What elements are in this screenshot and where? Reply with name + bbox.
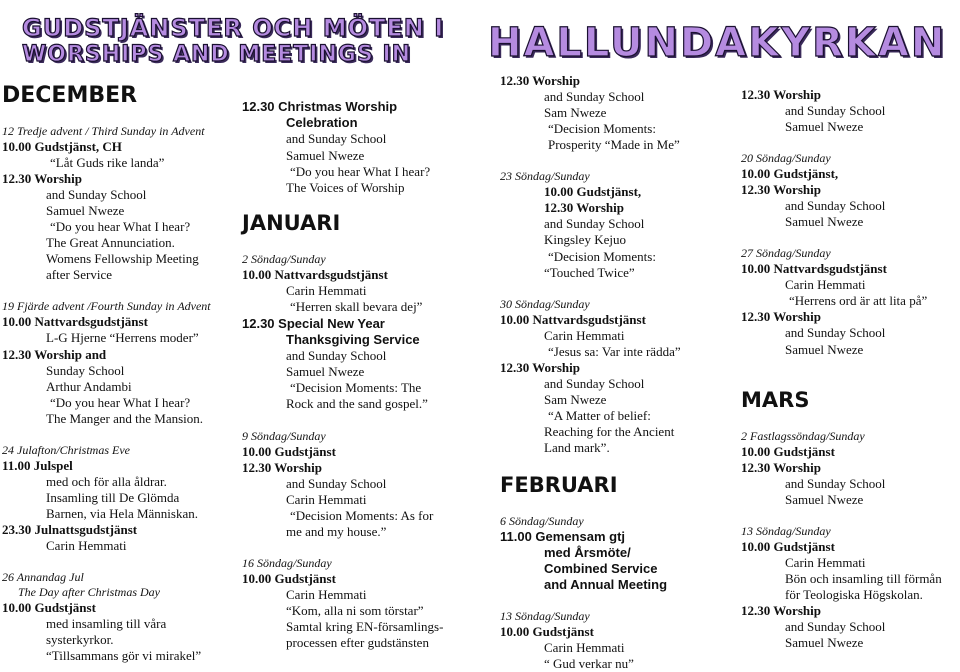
sunday-label: 19 Fjärde advent /Fourth Sunday in Advent bbox=[2, 299, 211, 313]
month-heading: MARS bbox=[741, 388, 810, 412]
schedule-line: me and my house.” bbox=[286, 524, 387, 539]
service-time: 10.00 Gudstjänst bbox=[242, 571, 336, 586]
sunday-label: 16 Söndag/Sunday bbox=[242, 556, 332, 570]
schedule-line: Carin Hemmati bbox=[286, 283, 367, 298]
sunday-label: 9 Söndag/Sunday bbox=[242, 429, 326, 443]
schedule-line: Prosperity “Made in Me” bbox=[548, 137, 680, 152]
schedule-line: för Teologiska Högskolan. bbox=[785, 587, 923, 602]
schedule-line: Samuel Nweze bbox=[785, 635, 864, 650]
schedule-line: Sunday School bbox=[46, 363, 125, 378]
schedule-line: Bön och insamling till förmån bbox=[785, 571, 942, 586]
schedule-line: Womens Fellowship Meeting bbox=[46, 251, 199, 266]
service-time: 12.30 Worship bbox=[741, 87, 821, 102]
schedule-line: med och för alla åldrar. bbox=[46, 474, 167, 489]
schedule-line: Carin Hemmati bbox=[785, 555, 866, 570]
schedule-line: “Decision Moments: As for bbox=[290, 508, 434, 523]
service-time: 12.30 Christmas Worship bbox=[242, 99, 398, 114]
schedule-line: “Jesus sa: Var inte rädda” bbox=[548, 344, 681, 359]
schedule-line: Samuel Nweze bbox=[46, 203, 125, 218]
sunday-label: 6 Söndag/Sunday bbox=[500, 514, 584, 528]
schedule-line: “Do you hear What I hear? bbox=[290, 164, 431, 179]
schedule-line: L-G Hjerne “Herrens moder” bbox=[46, 330, 199, 345]
church-name: HALLUNDAKYRKAN bbox=[488, 20, 947, 66]
schedule-line: Rock and the sand gospel.” bbox=[286, 396, 428, 411]
service-time: 10.00 Nattvardsgudstjänst bbox=[741, 261, 887, 276]
schedule-line: systerkyrkor. bbox=[46, 632, 114, 647]
service-time: 12.30 Worship bbox=[741, 603, 821, 618]
schedule-line: Samuel Nweze bbox=[286, 364, 365, 379]
schedule-line: Sam Nweze bbox=[544, 105, 607, 120]
sunday-label: 2 Fastlagssöndag/Sunday bbox=[741, 429, 865, 443]
service-time: 10.00 Gudstjänst bbox=[741, 539, 835, 554]
schedule-line: and Sunday School bbox=[544, 89, 645, 104]
schedule-line: The Voices of Worship bbox=[286, 180, 405, 195]
schedule-line: Samuel Nweze bbox=[785, 214, 864, 229]
schedule-line: The Manger and the Mansion. bbox=[46, 411, 204, 426]
sunday-label: 30 Söndag/Sunday bbox=[500, 297, 590, 311]
service-time: Combined Service bbox=[544, 561, 658, 576]
schedule-line: and Sunday School bbox=[46, 187, 147, 202]
service-time: 10.00 Gudstjänst, bbox=[544, 184, 642, 199]
schedule-line: Carin Hemmati bbox=[46, 538, 127, 553]
schedule-line: Arthur Andambi bbox=[46, 379, 132, 394]
schedule-line: and Sunday School bbox=[544, 216, 645, 231]
sunday-label: 2 Söndag/Sunday bbox=[242, 252, 326, 266]
service-time: 10.00 Nattvardsgudstjänst bbox=[500, 312, 646, 327]
schedule-line: “Kom, alla ni som törstar” bbox=[286, 603, 424, 618]
service-time: 12.30 Worship bbox=[500, 360, 580, 375]
header-title-swedish: GUDSTJÄNSTER OCH MÖTEN I bbox=[22, 14, 445, 42]
schedule-line: Carin Hemmati bbox=[286, 492, 367, 507]
service-time: 12.30 Worship bbox=[544, 200, 624, 215]
service-time: 10.00 Gudstjänst bbox=[741, 444, 835, 459]
service-time: 12.30 Worship bbox=[741, 182, 821, 197]
schedule-line: “Do you hear What I hear? bbox=[50, 395, 191, 410]
schedule-line: Reaching for the Ancient bbox=[544, 424, 675, 439]
sunday-label: 26 Annandag Jul bbox=[2, 570, 84, 584]
service-time: 12.30 Worship bbox=[741, 309, 821, 324]
sunday-label: 13 Söndag/Sunday bbox=[500, 609, 590, 623]
month-heading: DECEMBER bbox=[2, 83, 138, 108]
schedule-line: Carin Hemmati bbox=[544, 640, 625, 655]
schedule-line: Carin Hemmati bbox=[286, 587, 367, 602]
schedule-line: “Herren skall bevara dej” bbox=[290, 299, 423, 314]
schedule-line: and Sunday School bbox=[785, 198, 886, 213]
service-time: Thanksgiving Service bbox=[286, 332, 420, 347]
schedule-line: Samuel Nweze bbox=[286, 148, 365, 163]
sunday-label: The Day after Christmas Day bbox=[18, 585, 160, 599]
schedule-line: and Sunday School bbox=[286, 131, 387, 146]
schedule-line: Samuel Nweze bbox=[785, 492, 864, 507]
service-time: 12.30 Special New Year bbox=[242, 316, 385, 331]
schedule-line: Samuel Nweze bbox=[785, 342, 864, 357]
sunday-label: 27 Söndag/Sunday bbox=[741, 246, 831, 260]
schedule-line: “Tillsammans gör vi mirakel” bbox=[46, 648, 202, 663]
schedule-line: Carin Hemmati bbox=[544, 328, 625, 343]
service-time: 10.00 Gudstjänst bbox=[242, 444, 336, 459]
service-time: 10.00 Gudstjänst, bbox=[741, 166, 839, 181]
schedule-line: “ Gud verkar nu” bbox=[544, 656, 634, 671]
schedule-line: Barnen, via Hela Människan. bbox=[46, 506, 198, 521]
service-time: 12.30 Worship bbox=[500, 73, 580, 88]
service-time: 10.00 Nattvardsgudstjänst bbox=[2, 314, 148, 329]
schedule-line: and Sunday School bbox=[785, 476, 886, 491]
service-time: 12.30 Worship and bbox=[2, 347, 107, 362]
schedule-line: Land mark”. bbox=[544, 440, 610, 455]
schedule-line: Sam Nweze bbox=[544, 392, 607, 407]
schedule-line: and Sunday School bbox=[544, 376, 645, 391]
service-time: 23.30 Julnattsgudstjänst bbox=[2, 522, 138, 537]
schedule-line: and Sunday School bbox=[286, 348, 387, 363]
schedule-line: “Decision Moments: bbox=[548, 121, 656, 136]
schedule-line: Insamling till De Glömda bbox=[46, 490, 180, 505]
service-time: 10.00 Gudstjänst bbox=[2, 600, 96, 615]
service-time: 10.00 Gudstjänst bbox=[500, 624, 594, 639]
service-time: 12.30 Worship bbox=[2, 171, 82, 186]
schedule-line: The Great Annunciation. bbox=[46, 235, 175, 250]
schedule-line: and Sunday School bbox=[286, 476, 387, 491]
header-title-english: WORSHIPS AND MEETINGS IN bbox=[22, 42, 412, 67]
schedule-line: Samuel Nweze bbox=[785, 119, 864, 134]
sunday-label: 24 Julafton/Christmas Eve bbox=[2, 443, 130, 457]
service-time: 12.30 Worship bbox=[741, 460, 821, 475]
schedule-line: “Do you hear What I hear? bbox=[50, 219, 191, 234]
month-heading: JANUARI bbox=[242, 211, 341, 235]
schedule-line: “A Matter of belief: bbox=[548, 408, 651, 423]
service-time: 10.00 Nattvardsgudstjänst bbox=[242, 267, 388, 282]
service-time: 11.00 Gemensam gtj bbox=[500, 529, 626, 544]
schedule-line: “Låt Guds rike landa” bbox=[50, 155, 165, 170]
schedule-line: “Decision Moments: The bbox=[290, 380, 422, 395]
schedule-line: after Service bbox=[46, 267, 113, 282]
sunday-label: 13 Söndag/Sunday bbox=[741, 524, 831, 538]
service-time: Celebration bbox=[286, 115, 358, 130]
schedule-line: med insamling till våra bbox=[46, 616, 167, 631]
sunday-label: 20 Söndag/Sunday bbox=[741, 151, 831, 165]
service-time: 11.00 Julspel bbox=[2, 458, 73, 473]
schedule-line: Kingsley Kejuo bbox=[544, 232, 626, 247]
schedule-line: and Sunday School bbox=[785, 619, 886, 634]
schedule-line: and Sunday School bbox=[785, 103, 886, 118]
sunday-label: 23 Söndag/Sunday bbox=[500, 169, 590, 183]
schedule-line: “Herrens ord är att lita på” bbox=[789, 293, 928, 308]
schedule-line: Samtal kring EN-församlings- bbox=[286, 619, 444, 634]
schedule-line: Carin Hemmati bbox=[785, 277, 866, 292]
service-time: 12.30 Worship bbox=[242, 460, 322, 475]
schedule-line: “Touched Twice” bbox=[544, 265, 635, 280]
service-time: 10.00 Gudstjänst, CH bbox=[2, 139, 122, 154]
service-time: and Annual Meeting bbox=[544, 577, 668, 592]
schedule-line: processen efter gudstänsten bbox=[286, 635, 429, 650]
schedule-line: and Sunday School bbox=[785, 325, 886, 340]
sunday-label: 12 Tredje advent / Third Sunday in Advent bbox=[2, 124, 205, 138]
schedule-line: “Decision Moments: bbox=[548, 249, 656, 264]
service-time: med Årsmöte/ bbox=[544, 545, 631, 560]
month-heading: FEBRUARI bbox=[500, 473, 618, 497]
